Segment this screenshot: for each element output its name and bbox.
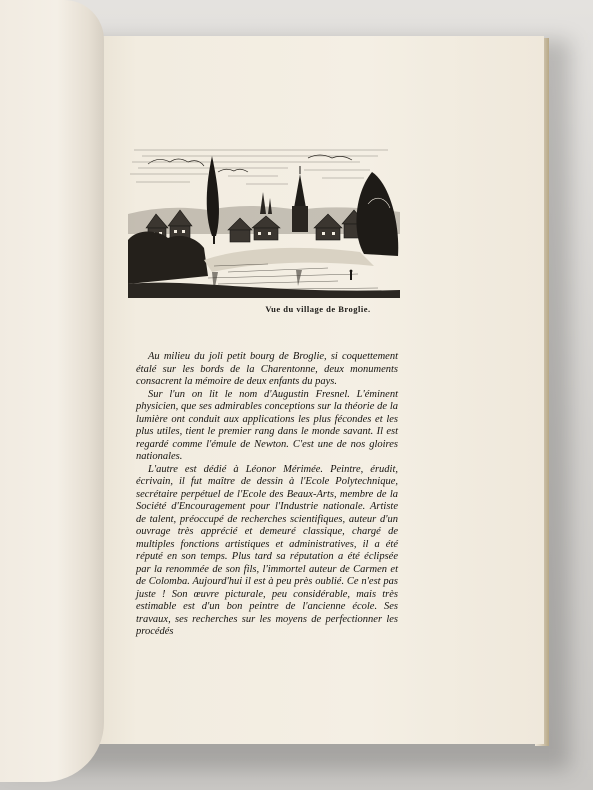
- paragraph: L'autre est dédié à Léonor Mérimée. Peintre, érudit, écrivain, il fut maître de dessin à l'Ecole Polytechnique, secrétaire perpétuel de l'Ecole des Beaux-Arts, membre de la Société d'Encouragement pour l'Industrie nationale. Artiste de talent, préoccupé de recherches scientifiques, auteur d'un ouvrage très apprécié et demeuré classique, chargé de multiples fonctions artistiques et administratives, il a été réputé en son temps. Plus tard sa réputation a été éclipsée par la renommée de son fils, l'immortel auteur de Carmen et de Colomba. Aujourd'hui il est à peu près oublié. Ce n'est pas juste ! Son œuvre picturale, peu considérable, mais très estimable est d'un bon peintre de l'ancienne école. Ses travaux, ses recherches sur les moyens de perfectionner les procédés: [136, 463, 398, 637]
- body-text: [136, 351, 398, 639]
- village-engraving-icon: [128, 144, 400, 298]
- paragraph: Sur l'un on lit le nom d'Augustin Fresnel. L'éminent physicien, que ses admirables conceptions sur la théorie de la lumière ont conduit aux applications les plus fécondes et les plus utiles, tient le premier rang dans le monde savant. Il est regardé comme l'émule de Newton. C'est une de nos gloires nationales.: [136, 388, 398, 462]
- illustration-caption: Vue du village de Broglie.: [265, 304, 371, 314]
- left-page: [0, 0, 104, 782]
- paragraph: Au milieu du joli petit bourg de Broglie, si coquettement étalé sur les bords de la Charentonne, deux monuments consacrent la mémoire de deux enfants du pays.: [136, 351, 398, 387]
